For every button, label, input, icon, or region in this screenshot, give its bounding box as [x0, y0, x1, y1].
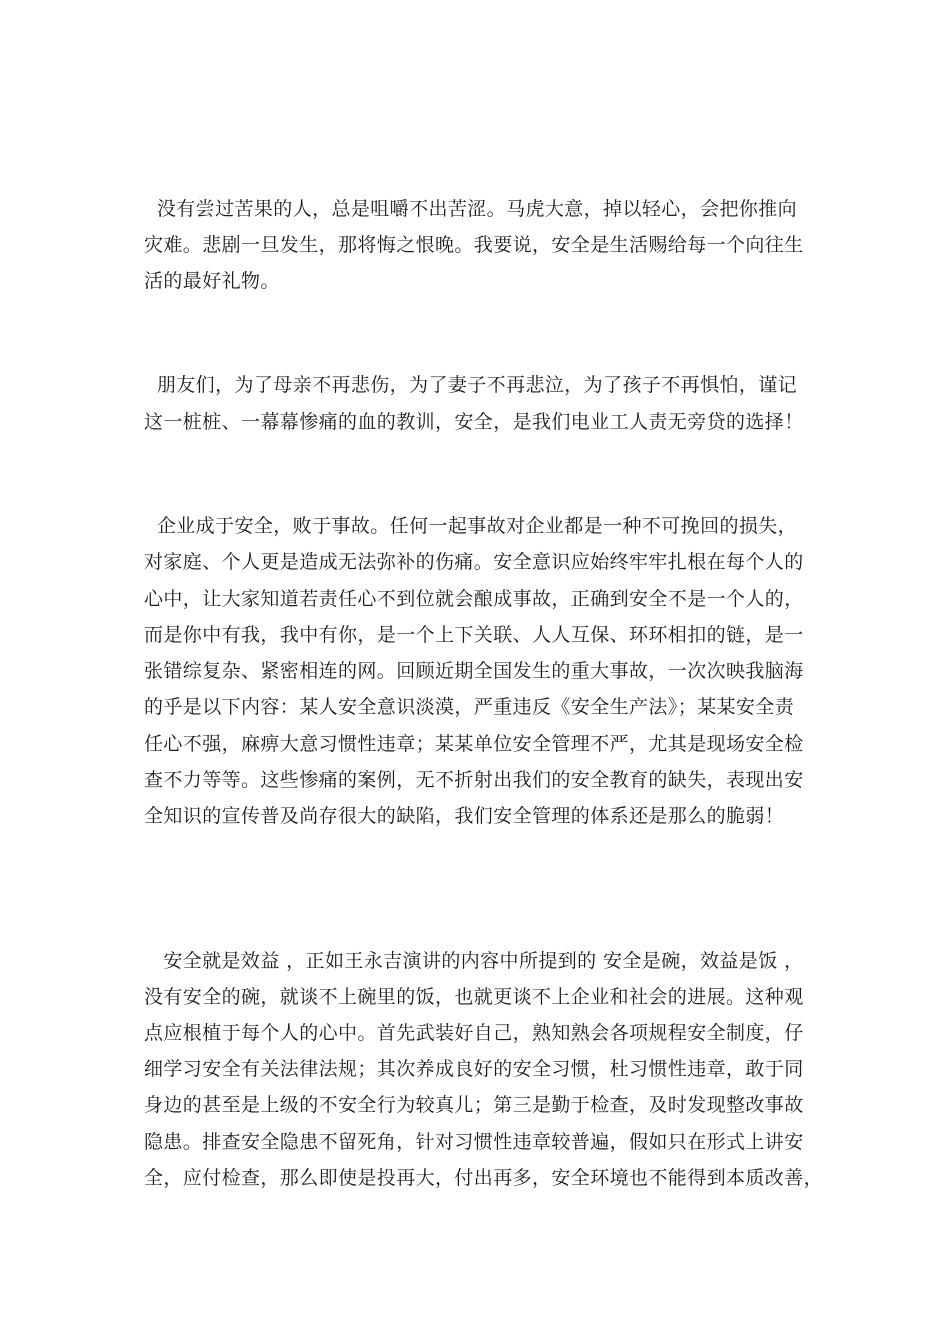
paragraph-4-line-7: 全，应付检查，那么即使是投再大，付出再多，安全环境也不能得到本质改善， [144, 1167, 824, 1189]
paragraph-3-line-2: 对家庭、个人更是造成无法弥补的伤痛。安全意识应始终牢牢扎根在每个人的 [144, 551, 804, 573]
paragraph-1-line-3: 活的最好礼物。 [144, 270, 280, 292]
paragraph-3-line-8: 查不力等等。这些惨痛的案例，无不折射出我们的安全教育的缺失，表现出安 [144, 769, 804, 791]
paragraph-3-line-4: 而是你中有我，我中有你，是一个上下关联、人人互保、环环相扣的链，是一 [144, 624, 804, 646]
paragraph-1-line-1: 没有尝过苦果的人，总是咀嚼不出苦涩。马虎大意，掉以轻心，会把你推向 [144, 198, 798, 220]
paragraph-4-line-5: 身边的甚至是上级的不安全行为较真儿；第三是勤于检查，及时发现整改事故 [144, 1094, 804, 1116]
paragraph-1-line-2: 灾难。悲剧一旦发生，那将悔之恨晚。我要说，安全是生活赐给每一个向往生 [144, 234, 804, 256]
paragraph-4-line-3: 点应根植于每个人的心中。首先武装好自己，熟知熟会各项规程安全制度，仔 [144, 1022, 804, 1044]
paragraph-4-line-1: 安全就是效益 ，正如王永吉演讲的内容中所提到的 安全是碗，效益是饭 ， [144, 950, 804, 972]
paragraph-3-line-5: 张错综复杂、紧密相连的网。回顾近期全国发生的重大事故，一次次映我脑海 [144, 660, 804, 682]
paragraph-3-line-6: 的乎是以下内容：某人安全意识淡漠，严重违反《安全生产法》；某某安全责 [144, 696, 795, 718]
paragraph-4-line-2: 没有安全的碗，就谈不上碗里的饭，也就更谈不上企业和社会的进展。这种观 [144, 986, 804, 1008]
paragraph-2-line-1: 朋友们，为了母亲不再悲伤，为了妻子不再悲泣，为了孩子不再惧怕，谨记 [144, 374, 798, 396]
paragraph-2-line-2: 这一桩桩、一幕幕惨痛的血的教训，安全，是我们电业工人责无旁贷的选择！ [144, 411, 804, 433]
paragraph-3-line-7: 任心不强，麻痹大意习惯性违章；某某单位安全管理不严，尤其是现场安全检 [144, 733, 804, 755]
paragraph-4-line-6: 隐患。排查安全隐患不留死角，针对习惯性违章较普遍，假如只在形式上讲安 [144, 1131, 804, 1153]
paragraph-3-line-1: 企业成于安全，败于事故。任何一起事故对企业都是一种不可挽回的损失， [144, 515, 798, 537]
paragraph-3-line-9: 全知识的宣传普及尚存很大的缺陷，我们安全管理的体系还是那么的脆弱！ [144, 805, 785, 827]
paragraph-4-line-4: 细学习安全有关法律法规；其次养成良好的安全习惯，杜习惯性违章，敢于同 [144, 1058, 804, 1080]
paragraph-3-line-3: 心中，让大家知道若责任心不到位就会酿成事故，正确到安全不是一个人的， [144, 588, 804, 610]
